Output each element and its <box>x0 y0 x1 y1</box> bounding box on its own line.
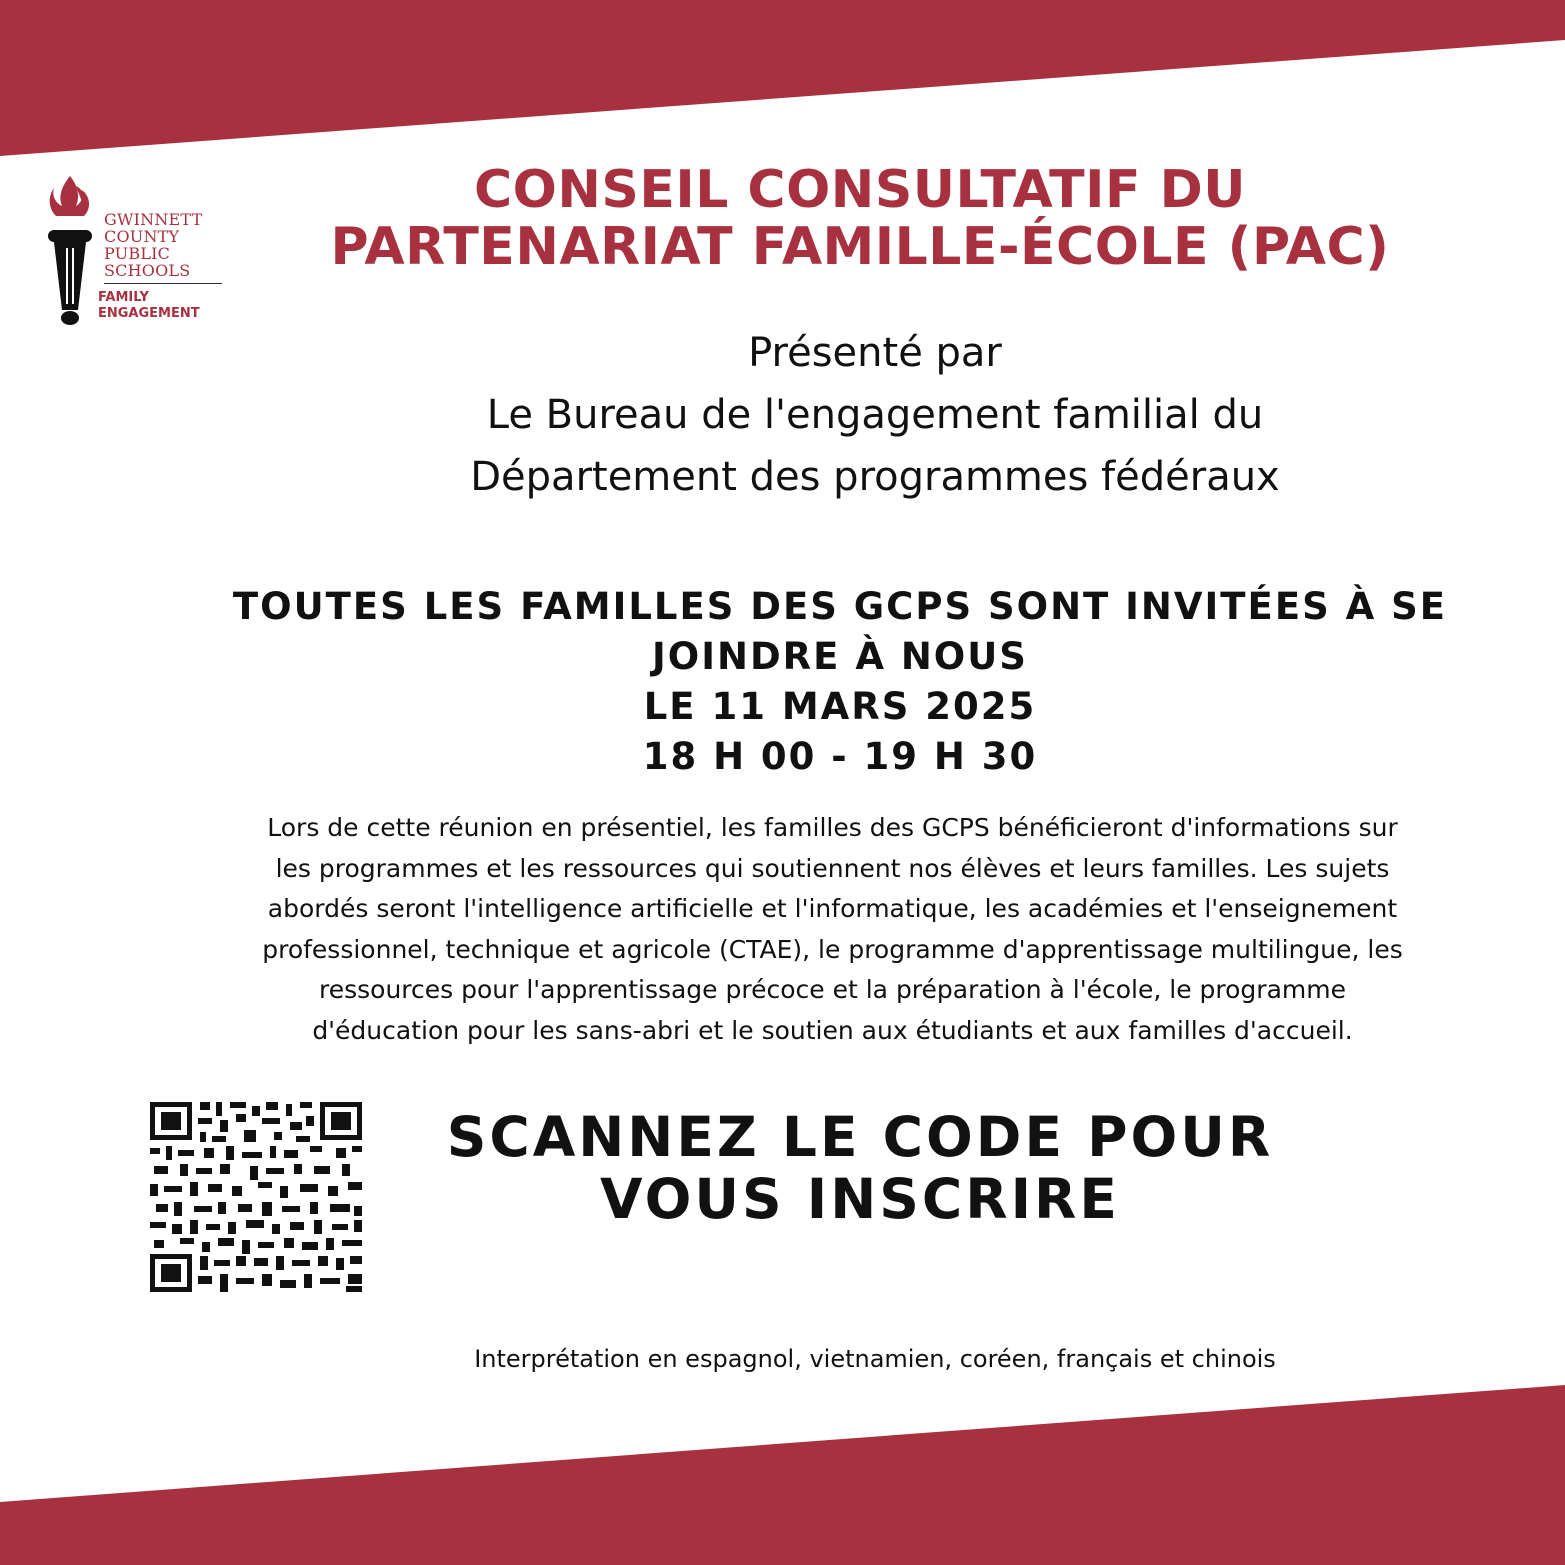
logo-line-county: COUNTY <box>104 227 180 246</box>
presented-by <box>250 322 1500 508</box>
invite-line-1: TOUTES LES FAMILLES DES GCPS SONT INVITÉES À SE <box>232 585 1448 628</box>
presented-line-1: Présenté par <box>748 330 1002 376</box>
top-band <box>0 0 1565 156</box>
logo-line-schools: SCHOOLS <box>104 261 191 280</box>
presented-line-3: Département des programmes fédéraux <box>470 454 1280 500</box>
scan-line-2: VOUS INSCRIRE <box>600 1167 1120 1231</box>
description-line-4: professionnel, technique et agricole (CTAE), le programme d'apprentissage multilingue, les <box>262 934 1403 964</box>
logo-tag-family: FAMILY <box>98 290 149 305</box>
invitation <box>140 582 1540 782</box>
page-title <box>200 162 1520 276</box>
torch-icon <box>40 172 100 332</box>
description-line-2: les programmes et les ressources qui soutiennent nos élèves et leurs familles. Les sujets <box>275 853 1390 883</box>
logo-line-gwinnett: GWINNETT <box>104 210 203 229</box>
scan-to-register <box>410 1106 1310 1230</box>
description-line-5: ressources pour l'apprentissage précoce et la préparation à l'école, le programme <box>319 975 1346 1004</box>
title-line-2: PARTENARIAT FAMILLE-ÉCOLE (PAC) <box>330 217 1390 277</box>
description-line-6: d'éducation pour les sans-abri et le soutien aux étudiants et aux familles d'accueil. <box>312 1015 1353 1045</box>
title-line-1: CONSEIL CONSULTATIF DU <box>473 160 1246 220</box>
event-date: LE 11 MARS 2025 <box>643 685 1037 728</box>
description-line-1: Lors de cette réunion en présentiel, les familles des GCPS bénéficieront d'informations sur <box>267 813 1398 842</box>
bottom-band <box>0 1385 1565 1565</box>
interpretation-note: Interprétation en espagnol, vietnamien, coréen, français et chinois <box>474 1345 1276 1373</box>
invite-line-2: JOINDRE À NOUS <box>652 635 1028 678</box>
description-line-3: abordés seront l'intelligence artificielle et l'informatique, les académies et l'enseignement <box>267 894 1398 923</box>
logo-line-public: PUBLIC <box>104 244 171 263</box>
logo-tag-engagement: ENGAGEMENT <box>98 306 200 321</box>
scan-line-1: SCANNEZ LE CODE POUR <box>446 1105 1274 1169</box>
qr-code-icon[interactable] <box>150 1102 362 1292</box>
event-time: 18 H 00 - 19 H 30 <box>642 735 1038 778</box>
logo-divider <box>104 283 222 284</box>
presented-line-2: Le Bureau de l'engagement familial du <box>486 392 1264 438</box>
event-description <box>130 808 1535 1051</box>
